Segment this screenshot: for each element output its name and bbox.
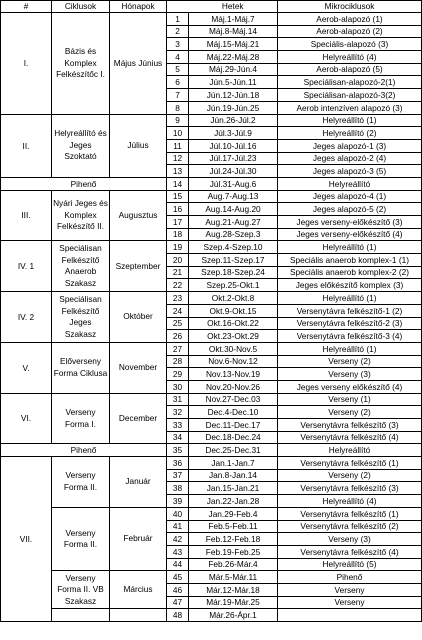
microcycle: Versenytávra felkészítő-2 (3) <box>278 317 422 330</box>
cycle-name: Nyári Jeges és Komplex Felkészítő II. <box>52 190 110 241</box>
week-dates: Dec.18-Dec.24 <box>189 431 278 444</box>
week-number: 13 <box>167 165 189 178</box>
month-name: Február <box>110 507 167 570</box>
microcycle: Aerob-alapozó (1) <box>278 13 422 26</box>
week-number: 12 <box>167 152 189 165</box>
month-name: Március <box>110 571 167 609</box>
week-dates: Szep.11-Szep.17 <box>189 254 278 267</box>
microcycle: Helyreállító (1) <box>278 292 422 305</box>
table-row <box>1 457 422 470</box>
week-number: 47 <box>167 596 189 609</box>
week-dates: Máj.8-Máj.14 <box>189 25 278 38</box>
cycle-name: Pihenő <box>1 177 167 190</box>
week-number: 20 <box>167 254 189 267</box>
week-dates: Aug.7-Aug.13 <box>189 190 278 203</box>
week-number: 44 <box>167 558 189 571</box>
week-dates: Jún.12-Jún.18 <box>189 89 278 102</box>
microcycle: Helyreállító <box>278 177 422 190</box>
week-number: 11 <box>167 139 189 152</box>
microcycle: Speciális-alapozó (3) <box>278 38 422 51</box>
week-dates: Jún.5-Jún.11 <box>189 76 278 89</box>
cycle-name: Speciálisan Felkészítő Jeges Szakasz <box>52 292 110 343</box>
col-micro-header: Mikrociklusok <box>278 1 422 13</box>
week-number: 7 <box>167 89 189 102</box>
week-number: 37 <box>167 469 189 482</box>
week-dates: Szep.18-Szep.24 <box>189 266 278 279</box>
microcycle: Jeges verseny előkészítő (4) <box>278 380 422 393</box>
microcycle: Verseny (2) <box>278 406 422 419</box>
week-dates: Aug.28-Szep.3 <box>189 228 278 241</box>
microcycle: Jeges alapozó-4 (1) <box>278 190 422 203</box>
week-dates: Júl.31-Aug.6 <box>189 177 278 190</box>
microcycle: Verseny (2) <box>278 469 422 482</box>
week-number: 42 <box>167 533 189 546</box>
week-number: 24 <box>167 304 189 317</box>
cycle-number: IV. 1 <box>1 241 52 292</box>
week-number: 29 <box>167 368 189 381</box>
microcycle: Jeges alapozó-1 (3) <box>278 139 422 152</box>
microcycle: Pihenő <box>278 571 422 584</box>
col-weeks-header: Hetek <box>189 1 278 13</box>
week-dates: Okt.30-Nov.5 <box>189 342 278 355</box>
week-number: 43 <box>167 545 189 558</box>
microcycle <box>278 609 422 622</box>
table-row <box>1 571 422 584</box>
microcycle: Verseny (1) <box>278 393 422 406</box>
week-number: 23 <box>167 292 189 305</box>
week-number: 32 <box>167 406 189 419</box>
week-number: 2 <box>167 25 189 38</box>
week-dates: Okt.2-Okt.8 <box>189 292 278 305</box>
microcycle: Versenytávra felkészítő (1) <box>278 457 422 470</box>
microcycle: Aerob-alapozó (5) <box>278 63 422 76</box>
cycle-number: V. <box>1 342 52 393</box>
week-number: 36 <box>167 457 189 470</box>
week-number: 10 <box>167 127 189 140</box>
week-number: 33 <box>167 419 189 432</box>
microcycle: Jeges alapozó-2 (4) <box>278 152 422 165</box>
week-number: 26 <box>167 330 189 343</box>
week-dates: Feb.12-Feb.18 <box>189 533 278 546</box>
table-row <box>1 241 422 254</box>
cycle-number: II. <box>1 114 52 177</box>
month-name: Augusztus <box>110 190 167 241</box>
week-dates: Jún.26-Júl.2 <box>189 114 278 127</box>
week-number: 46 <box>167 583 189 596</box>
week-dates: Aug.21-Aug.27 <box>189 216 278 229</box>
week-number: 31 <box>167 393 189 406</box>
month-name: December <box>110 393 167 444</box>
table-row <box>1 609 422 622</box>
microcycle: Aerob intenzíven alapozó (3) <box>278 101 422 114</box>
week-number: 4 <box>167 51 189 64</box>
week-number: 16 <box>167 203 189 216</box>
week-dates: Szep.25-Okt.1 <box>189 279 278 292</box>
subcycle-name: Verseny Forma II. <box>52 457 110 508</box>
week-number: 14 <box>167 177 189 190</box>
microcycle: Helyreállító (1) <box>278 342 422 355</box>
table-row <box>1 114 422 127</box>
week-dates: Feb.19-Feb.25 <box>189 545 278 558</box>
table-row <box>1 444 422 457</box>
week-dates: Már.5-Már.11 <box>189 571 278 584</box>
microcycle: Jeges előkészítő komplex (3) <box>278 279 422 292</box>
table-row <box>1 393 422 406</box>
week-number: 40 <box>167 507 189 520</box>
subcycle-name: Verseny Forma II. <box>52 507 110 570</box>
week-dates: Jan.8-Jan.14 <box>189 469 278 482</box>
week-number: 18 <box>167 228 189 241</box>
week-number: 41 <box>167 520 189 533</box>
week-number: 27 <box>167 342 189 355</box>
week-number: 34 <box>167 431 189 444</box>
cycle-name: Helyreállító és Jeges Szoktató <box>52 114 110 177</box>
week-dates: Júl.24-Júl.30 <box>189 165 278 178</box>
week-dates: Máj.22-Máj.28 <box>189 51 278 64</box>
cycle-name: Pihenő <box>1 444 167 457</box>
month-name: November <box>110 342 167 393</box>
microcycle: Verseny (3) <box>278 533 422 546</box>
microcycle: Jeges alapozó-3 (5) <box>278 165 422 178</box>
microcycle: Aerob-alapozó (2) <box>278 25 422 38</box>
microcycle: Jeges alapozó-5 (2) <box>278 203 422 216</box>
microcycle: Versenytávra felkészítő (3) <box>278 482 422 495</box>
microcycle: Helyreállító (1) <box>278 114 422 127</box>
microcycle: Versenytávra felkészítő (2) <box>278 520 422 533</box>
week-dates: Szep.4-Szep.10 <box>189 241 278 254</box>
week-dates: Nov.13-Nov.19 <box>189 368 278 381</box>
week-dates: Jún.19-Jún.25 <box>189 101 278 114</box>
microcycle: Versenytávra felkészítő-3 (4) <box>278 330 422 343</box>
week-dates: Jan.1-Jan.7 <box>189 457 278 470</box>
week-dates: Nov.6-Nov.12 <box>189 355 278 368</box>
microcycle: Verseny <box>278 583 422 596</box>
microcycle: Helyreállító (2) <box>278 127 422 140</box>
week-number: 48 <box>167 609 189 622</box>
microcycle: Verseny (2) <box>278 355 422 368</box>
week-dates: Jan.15-Jan.21 <box>189 482 278 495</box>
month-name: Május Június <box>110 13 167 115</box>
microcycle: Verseny (3) <box>278 368 422 381</box>
microcycle: Verseny <box>278 596 422 609</box>
microcycle: Speciálisan-alapozó-2(1) <box>278 76 422 89</box>
week-dates: Okt.9-Okt.15 <box>189 304 278 317</box>
month-name: Július <box>110 114 167 177</box>
week-dates: Már.12-Már.18 <box>189 583 278 596</box>
microcycle: Jeges verseny-előkészítő (3) <box>278 216 422 229</box>
table-row <box>1 507 422 520</box>
microcycle: Versenytávra felkészítő (4) <box>278 545 422 558</box>
subcycle-name <box>52 609 110 622</box>
microcycle: Helyreállító (4) <box>278 51 422 64</box>
week-dates: Nov.20-Nov.26 <box>189 380 278 393</box>
week-number: 5 <box>167 63 189 76</box>
week-dates: Dec.4-Dec.10 <box>189 406 278 419</box>
microcycle: Versenytávra felkészítő (1) <box>278 507 422 520</box>
week-dates: Feb.5-Feb.11 <box>189 520 278 533</box>
week-dates: Már.19-Már.25 <box>189 596 278 609</box>
week-number: 1 <box>167 13 189 26</box>
week-number: 17 <box>167 216 189 229</box>
cycle-number: I. <box>1 13 52 115</box>
subcycle-name: Verseny Forma II. VB Szakasz <box>52 571 110 609</box>
cycle-name: Speciálisan Felkészítő Anaerob Szakasz <box>52 241 110 292</box>
week-number: 6 <box>167 76 189 89</box>
week-dates: Dec.25-Dec.31 <box>189 444 278 457</box>
month-name: Szeptember <box>110 241 167 292</box>
week-number: 19 <box>167 241 189 254</box>
microcycle: Jeges verseny-előkészítő (4) <box>278 228 422 241</box>
week-number: 22 <box>167 279 189 292</box>
microcycle: Helyreállító <box>278 444 422 457</box>
week-number: 28 <box>167 355 189 368</box>
cycle-name: Bázis és Komplex Felkészítőc I. <box>52 13 110 115</box>
microcycle: Versenytávra felkészítő (4) <box>278 431 422 444</box>
cycle-name: Verseny Forma I. <box>52 393 110 444</box>
week-number: 8 <box>167 101 189 114</box>
week-dates: Júl.3-Júl.9 <box>189 127 278 140</box>
week-dates: Máj.15-Máj.21 <box>189 38 278 51</box>
cycle-number: IV. 2 <box>1 292 52 343</box>
table-row <box>1 190 422 203</box>
month-name <box>110 609 167 622</box>
week-number: 45 <box>167 571 189 584</box>
week-dates: Máj.29-Jún.4 <box>189 63 278 76</box>
microcycle: Speciális anaerob komplex-2 (2) <box>278 266 422 279</box>
cycle-number: VI. <box>1 393 52 444</box>
month-name: Október <box>110 292 167 343</box>
table-row <box>1 342 422 355</box>
week-dates: Jan.29-Feb.4 <box>189 507 278 520</box>
microcycle: Helyreállító (5) <box>278 558 422 571</box>
week-number: 30 <box>167 380 189 393</box>
week-dates: Júl.10-Júl.16 <box>189 139 278 152</box>
week-dates: Máj.1-Máj.7 <box>189 13 278 26</box>
table-row <box>1 177 422 190</box>
week-number: 15 <box>167 190 189 203</box>
table-row <box>1 13 422 26</box>
table-body <box>1 13 422 622</box>
table-row <box>1 292 422 305</box>
col-month-header: Hónapok <box>110 1 167 13</box>
week-dates: Már.26-Ápr.1 <box>189 609 278 622</box>
col-cycle-header: Ciklusok <box>52 1 110 13</box>
cycle-name: Előverseny Forma Ciklusa <box>52 342 110 393</box>
microcycle: Speciálisan-alapozó-3(2) <box>278 89 422 102</box>
cycle-number: VII. <box>1 457 52 622</box>
week-dates: Feb.26-Már.4 <box>189 558 278 571</box>
cycle-number: III. <box>1 190 52 241</box>
microcycle: Helyreállító (4) <box>278 495 422 508</box>
week-dates: Okt.23-Okt.29 <box>189 330 278 343</box>
week-dates: Dec.11-Dec.17 <box>189 419 278 432</box>
col-week-header <box>167 1 189 13</box>
week-number: 9 <box>167 114 189 127</box>
week-dates: Aug.14-Aug.20 <box>189 203 278 216</box>
month-name: Január <box>110 457 167 508</box>
microcycle: Versenytávra felkészítő (3) <box>278 419 422 432</box>
header-row <box>1 1 422 13</box>
week-dates: Nov.27-Dec.03 <box>189 393 278 406</box>
microcycle: Speciális anaerob komplex-1 (1) <box>278 254 422 267</box>
week-dates: Jan.22-Jan.28 <box>189 495 278 508</box>
week-dates: Júl.17-Júl.23 <box>189 152 278 165</box>
col-num-header: # <box>1 1 52 13</box>
week-number: 3 <box>167 38 189 51</box>
microcycle: Helyreállító (1) <box>278 241 422 254</box>
week-number: 21 <box>167 266 189 279</box>
week-number: 38 <box>167 482 189 495</box>
week-number: 39 <box>167 495 189 508</box>
week-dates: Okt.16-Okt.22 <box>189 317 278 330</box>
microcycle: Versenytávra felkészítő-1 (2) <box>278 304 422 317</box>
week-number: 25 <box>167 317 189 330</box>
week-number: 35 <box>167 444 189 457</box>
